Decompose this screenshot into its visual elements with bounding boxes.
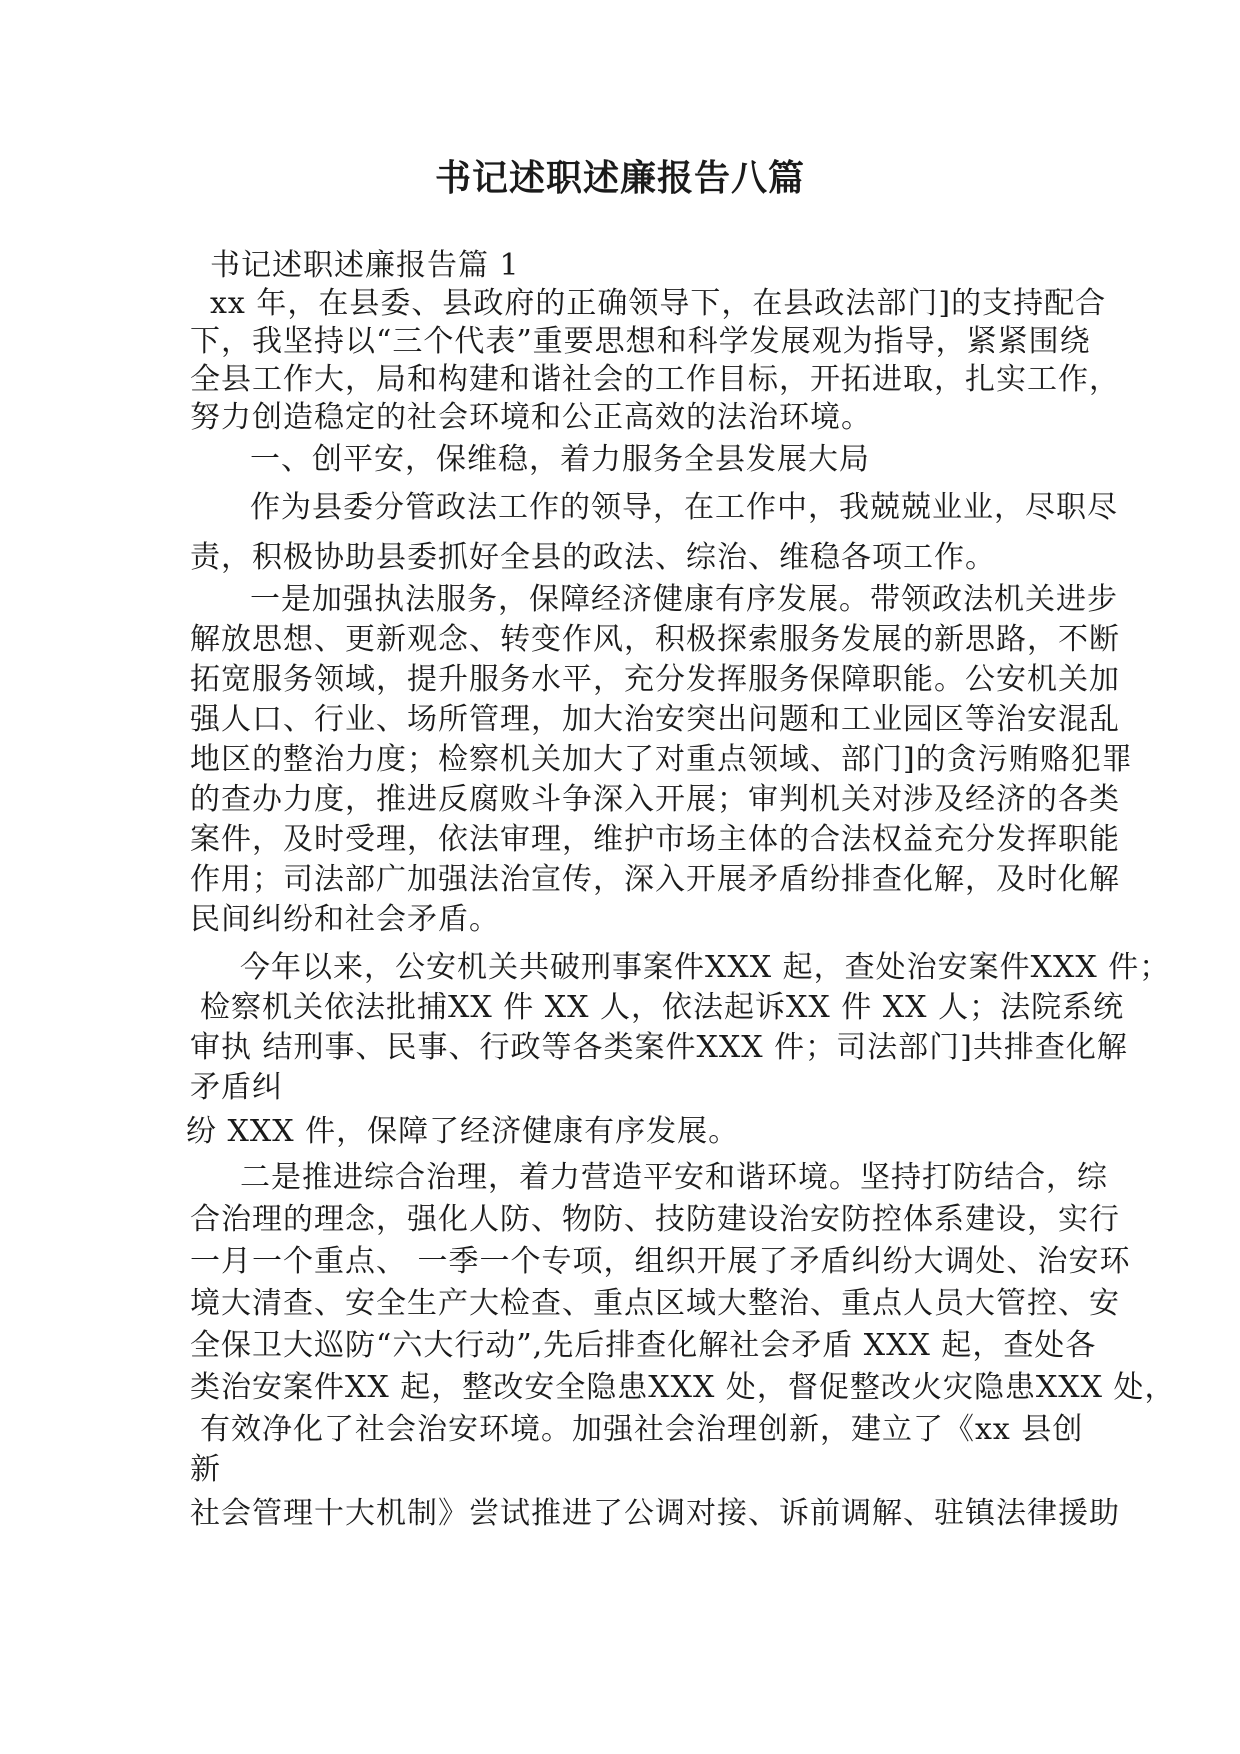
paragraph-line: 纷 XXX 件，保障了经济健康有序发展。 [186,1114,740,1149]
section-heading: 书记述职述廉报告篇 1 [210,248,520,283]
paragraph-line: 新 [190,1452,221,1487]
section-heading: 一、创平安，保维稳，着力服务全县发展大局 [250,442,870,477]
paragraph-line: 下，我坚持以“三个代表”重要思想和科学发展观为指导，紧紧围绕 [190,324,1091,359]
paragraph-line: xx 年，在县委、县政府的正确领导下，在县政法部门]的支持配合 [210,286,1107,321]
paragraph-line: 社会管理十大机制》尝试推进了公调对接、诉前调解、驻镇法律援助 [190,1496,1120,1531]
paragraph-line: 二是推进综合治理，着力营造平安和谐环境。坚持打防结合，综 [240,1160,1108,1195]
paragraph-line: 的查办力度，推进反腐败斗争深入开展；审判机关对涉及经济的各类 [190,782,1120,817]
paragraph-line: 全保卫大巡防“六大行动”,先后排查化解社会矛盾 XXX 起，查处各 [190,1328,1097,1363]
paragraph-line: 强人口、行业、场所管理，加大治安突出问题和工业园区等治安混乱 [190,702,1120,737]
paragraph-line: 全县工作大，局和构建和谐社会的工作目标，开拓进取，扎实工作， [190,362,1120,397]
paragraph-line: 案件，及时受理，依法审理，维护市场主体的合法权益充分发挥职能 [190,822,1120,857]
paragraph-line: 民间纠纷和社会矛盾。 [190,902,500,937]
paragraph-line: 审执 结刑事、民事、行政等各类案件XXX 件；司法部门]共排查化解 [190,1030,1128,1065]
paragraph-line: 检察机关依法批捕XX 件 XX 人，依法起诉XX 件 XX 人；法院系统 [200,990,1125,1025]
paragraph-line: 拓宽服务领域，提升服务水平，充分发挥服务保障职能。公安机关加 [190,662,1120,697]
paragraph-line: 今年以来，公安机关共破刑事案件XXX 起，查处治安案件XXX 件； [240,950,1171,985]
paragraph-line: 责，积极协助县委抓好全县的政法、综治、维稳各项工作。 [190,540,996,575]
paragraph-line: 努力创造稳定的社会环境和公正高效的法治环境。 [190,400,872,435]
paragraph-line: 矛盾纠 [190,1070,283,1105]
paragraph-line: 有效净化了社会治安环境。加强社会治理创新，建立了《xx 县创 [200,1412,1084,1447]
paragraph-line: 作用；司法部广加强法治宣传，深入开展矛盾纷排查化解，及时化解 [190,862,1120,897]
paragraph-line: 一是加强执法服务，保障经济健康有序发展。带领政法机关进步 [250,582,1118,617]
paragraph-line: 作为县委分管政法工作的领导，在工作中，我兢兢业业，尽职尽 [250,490,1118,525]
paragraph-line: 类治安案件XX 起，整改安全隐患XXX 处，督促整改火灾隐患XXX 处， [190,1370,1176,1405]
paragraph-line: 解放思想、更新观念、转变作风，积极探索服务发展的新思路，不断 [190,622,1120,657]
paragraph-line: 合治理的理念，强化人防、物防、技防建设治安防控体系建设，实行 [190,1202,1120,1237]
paragraph-line: 地区的整治力度；检察机关加大了对重点领域、部门]的贪污贿赂犯罪 [190,742,1133,777]
paragraph-line: 境大清查、安全生产大检查、重点区域大整治、重点人员大管控、安 [190,1286,1120,1321]
paragraph-line: 一月一个重点、 一季一个专项，组织开展了矛盾纠纷大调处、治安环 [190,1244,1131,1279]
document-title: 书记述职述廉报告八篇 [434,158,805,199]
